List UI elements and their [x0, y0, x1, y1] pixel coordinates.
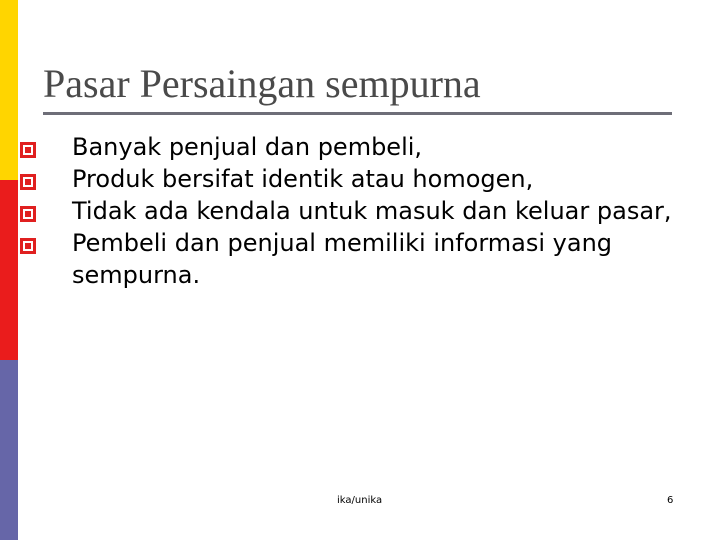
bullet-text: Tidak ada kendala untuk masuk dan keluar pasar, [72, 197, 672, 225]
sidebar-yellow-segment [0, 0, 18, 180]
square-bullet-icon [20, 142, 36, 158]
square-bullet-icon [20, 206, 36, 222]
page-number: 6 [667, 495, 674, 506]
bullet-text: Produk bersifat identik atau homogen, [72, 165, 534, 193]
sidebar-red-segment [0, 180, 18, 360]
bullet-text: Pembeli dan penjual memiliki informasi yang sempurna. [72, 229, 613, 289]
bullet-text: Banyak penjual dan pembeli, [72, 133, 423, 161]
bullet-item-1 [20, 131, 710, 163]
slide-title: Pasar Persaingan sempurna [43, 61, 481, 106]
sidebar-color-bar [0, 0, 18, 540]
square-bullet-icon [20, 174, 36, 190]
bullet-item-2 [20, 163, 710, 195]
title-underline [43, 112, 672, 115]
bullet-list [20, 131, 710, 291]
sidebar-purple-segment [0, 360, 18, 540]
bullet-item-4 [20, 227, 710, 291]
footer-author: ika/unika [337, 495, 383, 506]
bullet-item-3 [20, 195, 710, 227]
square-bullet-icon [20, 238, 36, 254]
